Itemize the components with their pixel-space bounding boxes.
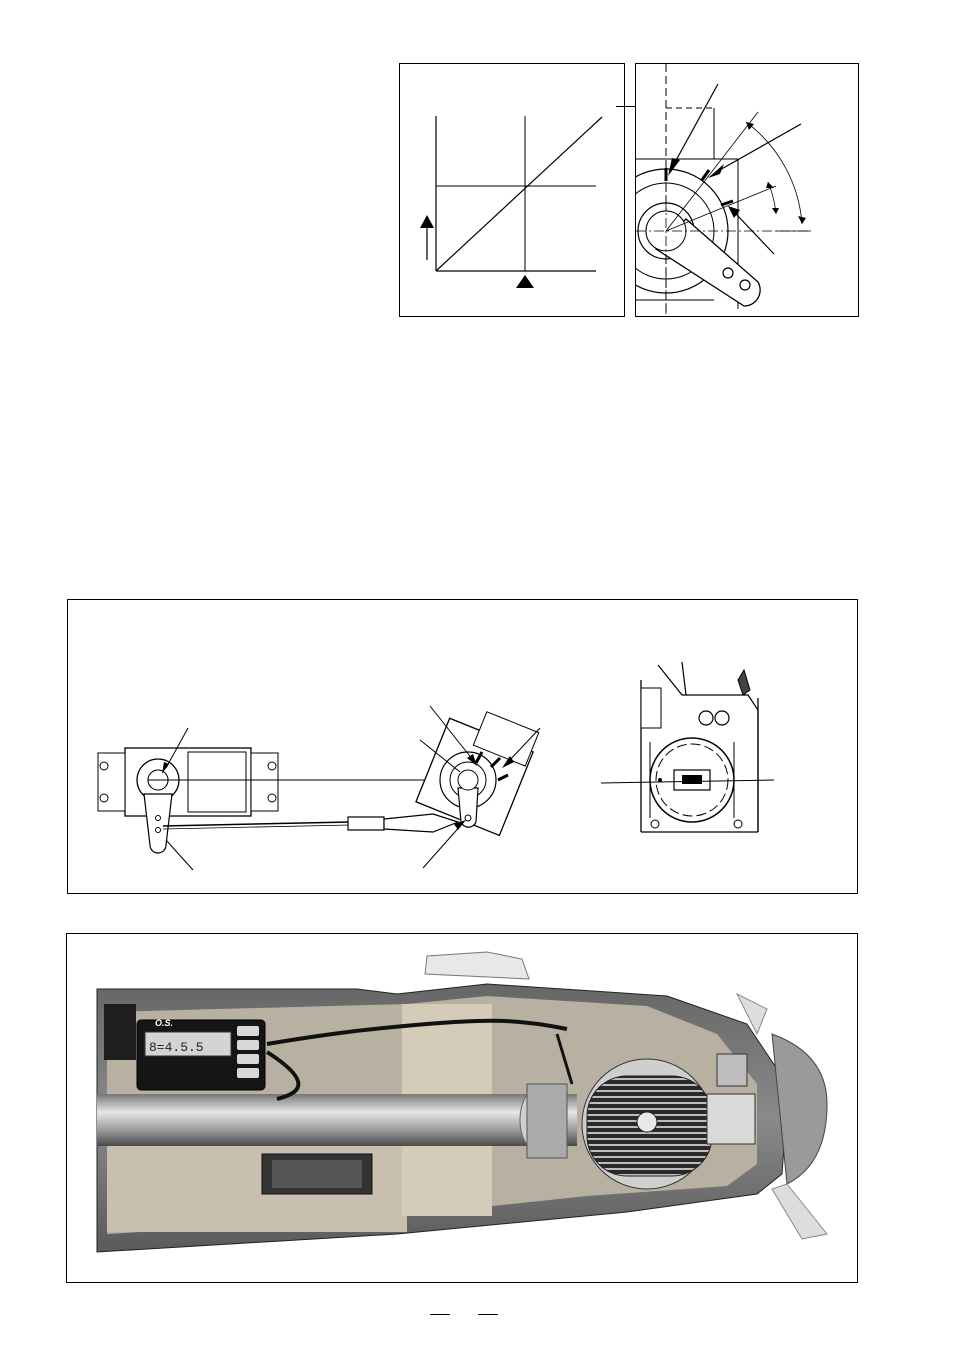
triangle-marker-icon [516, 275, 534, 288]
engine-photo-svg [67, 934, 857, 1282]
servo-arm-figure [635, 63, 859, 317]
arrow-icon [668, 158, 680, 176]
graph-diagonal-line [436, 117, 602, 271]
linkage-svg [68, 600, 857, 893]
display-brand: O.S. [155, 1018, 174, 1028]
engine-photo-figure [66, 933, 858, 1283]
servo-body-icon [98, 748, 278, 853]
linkage-figure [67, 599, 858, 894]
up-arrow-icon [420, 215, 434, 228]
telemetry-display-icon [137, 1018, 265, 1090]
graph-svg [400, 64, 624, 316]
display-reading: 8=4.5.5 [149, 1040, 204, 1055]
page-mark-right [478, 1314, 498, 1315]
page-mark-left [430, 1314, 450, 1315]
carburetor-front-icon [641, 662, 758, 832]
throttle-graph-figure [399, 63, 625, 317]
servo-arm-svg [636, 64, 858, 316]
